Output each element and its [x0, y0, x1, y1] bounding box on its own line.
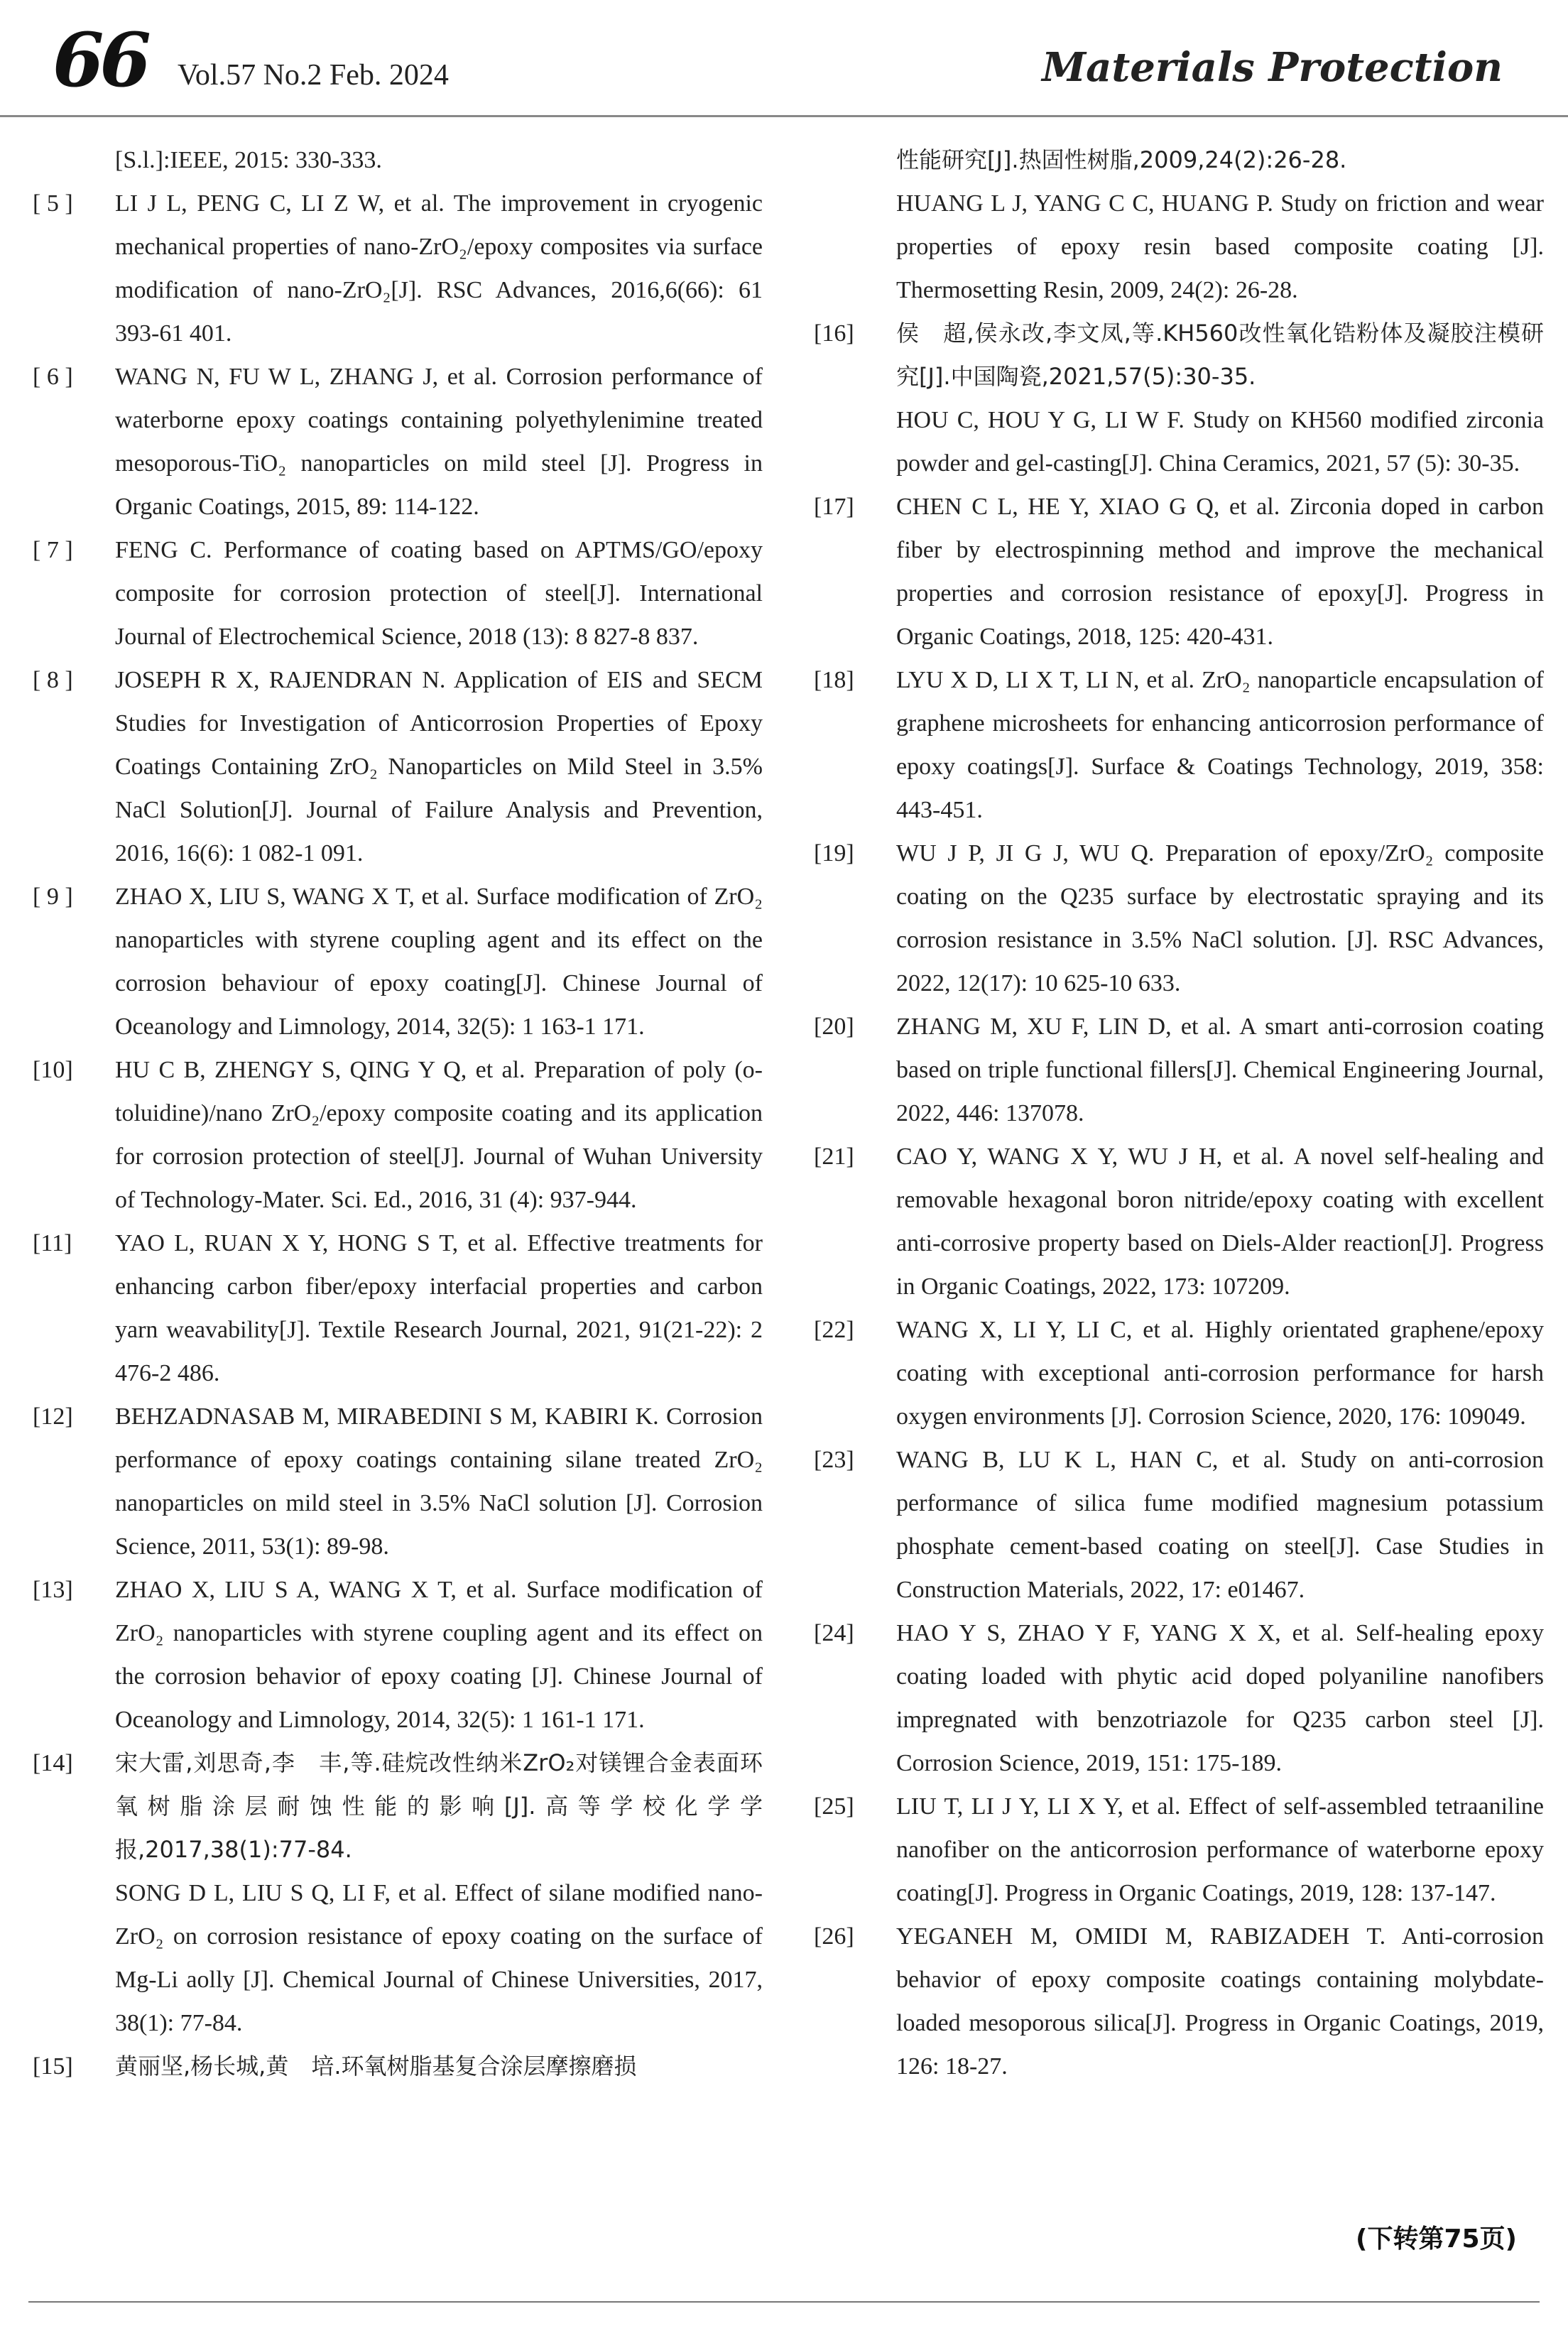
reference-text: LYU X D, LI X T, LI N, et al. ZrO₂ nanoparticle encapsulation of graphene microsheets for enhancing anticorrosion performance of epoxy coatings[J]. Surface & Coatings Technology, 2019, 358: 443-451. — [896, 667, 1544, 823]
reference-text: ZHAO X, LIU S, WANG X T, et al. Surface modification of ZrO₂ nanoparticles with styrene coupling agent and its effect on the corrosion behaviour of epoxy coating[J]. Chinese Journal of Oceanology and Limnology, 2014, 32(5): 1 163-1 171. — [115, 884, 763, 1040]
reference-entry — [33, 1395, 763, 1568]
reference-text: CHEN C L, HE Y, XIAO G Q, et al. Zirconia doped in carbon fiber by electrospinning method and improve the mechanical properties and corrosion resistance of epoxy[J]. Progress in Organic Coatings, 2018, 125: 420-431. — [896, 494, 1544, 650]
reference-number: [20] — [814, 1014, 854, 1040]
reference-text: FENG C. Performance of coating based on APTMS/GO/epoxy composite for corrosion protection of steel[J]. International Journal of Electrochemical Science, 2018 (13): 8 827-8 837. — [115, 537, 763, 650]
reference-text-chinese: 侯 超,侯永改,李文凤,等.KH560改性氧化锆粉体及凝胶注模研究[J].中国陶瓷,2021,57(5):30-35. — [896, 320, 1544, 390]
reference-number: [26] — [814, 1923, 854, 1950]
reference-number: [22] — [814, 1317, 854, 1343]
reference-entry — [33, 138, 763, 182]
reference-text: ZHAO X, LIU S A, WANG X T, et al. Surface modification of ZrO₂ nanoparticles with styrene coupling agent and its effect on the corrosion behavior of epoxy coating [J]. Chinese Journal of Oceanology and Limnology, 2014, 32(5): 1 161-1 171. — [115, 1577, 763, 1733]
reference-number: [11] — [33, 1230, 72, 1256]
reference-entry — [814, 1308, 1544, 1438]
reference-number: [ 5 ] — [33, 190, 73, 217]
reference-entry — [33, 182, 763, 355]
reference-text: CAO Y, WANG X Y, WU J H, et al. A novel self-healing and removable hexagonal boron nitride/epoxy coating with excellent anti-corrosive property based on Diels-Alder reaction[J]. Progress in Organic Coatings, 2022, 173: 107209. — [896, 1143, 1544, 1300]
reference-number: [10] — [33, 1057, 73, 1083]
page-number: 66 — [53, 16, 147, 104]
reference-text: JOSEPH R X, RAJENDRAN N. Application of EIS and SECM Studies for Investigation of Anticorrosion Properties of Epoxy Coatings Containing ZrO₂ Nanoparticles on Mild Steel in 3.5% NaCl Solution[J]. Journal of Failure Analysis and Prevention, 2016, 16(6): 1 082-1 091. — [115, 667, 763, 866]
reference-entry — [814, 1438, 1544, 1612]
reference-entry — [814, 1005, 1544, 1135]
reference-text: HUANG L J, YANG C C, HUANG P. Study on friction and wear properties of epoxy resin based composite coating [J]. Thermosetting Resin, 2009, 24(2): 26-28. — [896, 190, 1544, 303]
references-right-column — [814, 138, 1544, 2088]
reference-number: [14] — [33, 1750, 73, 1776]
reference-number: [23] — [814, 1447, 854, 1473]
reference-entry — [33, 658, 763, 875]
reference-text: HAO Y S, ZHAO Y F, YANG X X, et al. Self-healing epoxy coating loaded with phytic acid doped polyaniline nanofibers impregnated with benzotriazole for Q235 carbon steel [J]. Corrosion Science, 2019, 151: 175-189. — [896, 1620, 1544, 1776]
reference-entry — [33, 875, 763, 1048]
reference-number: [ 8 ] — [33, 667, 73, 693]
reference-entry — [33, 2045, 763, 2088]
reference-text: WANG N, FU W L, ZHANG J, et al. Corrosion performance of waterborne epoxy coatings containing polyethylenimine treated mesoporous-TiO₂ nanoparticles on mild steel [J]. Progress in Organic Coatings, 2015, 89: 114-122. — [115, 364, 763, 520]
reference-number: [24] — [814, 1620, 854, 1646]
reference-entry — [814, 1612, 1544, 1785]
page-header — [0, 0, 1568, 121]
reference-entry — [814, 832, 1544, 1005]
reference-entry — [33, 1568, 763, 1742]
reference-text: WANG B, LU K L, HAN C, et al. Study on anti-corrosion performance of silica fume modified magnesium potassium phosphate cement-based coating on steel[J]. Case Studies in Construction Materials, 2022, 17: e01467. — [896, 1447, 1544, 1603]
reference-entry — [814, 1135, 1544, 1308]
reference-text-chinese: 性能研究[J].热固性树脂,2009,24(2):26-28. — [896, 146, 1347, 173]
references-left-column — [33, 138, 763, 2088]
reference-text: ZHANG M, XU F, LIN D, et al. A smart anti-corrosion coating based on triple functional fillers[J]. Chemical Engineering Journal, 2022, 446: 137078. — [896, 1014, 1544, 1126]
reference-number: [ 6 ] — [33, 364, 73, 390]
reference-text: HU C B, ZHENGY S, QING Y Q, et al. Preparation of poly (o-toluidine)/nano ZrO₂/epoxy composite coating and its application for corrosion protection of steel[J]. Journal of Wuhan University of Technology-Mater. Sci. Ed., 2016, 31 (4): 937-944. — [115, 1057, 763, 1213]
reference-number: [12] — [33, 1403, 73, 1430]
reference-number: [ 7 ] — [33, 537, 73, 563]
reference-text: WU J P, JI G J, WU Q. Preparation of epoxy/ZrO₂ composite coating on the Q235 surface by electrostatic spraying and its corrosion resistance in 3.5% NaCl solution. [J]. RSC Advances, 2022, 12(17): 10 625-10 633. — [896, 840, 1544, 996]
reference-text: LIU T, LI J Y, LI X Y, et al. Effect of self-assembled tetraaniline nanofiber on the anticorrosion performance of waterborne epoxy coating[J]. Progress in Organic Coatings, 2019, 128: 137-147. — [896, 1793, 1544, 1906]
reference-entry — [814, 658, 1544, 832]
reference-number: [17] — [814, 494, 854, 520]
continued-note: (下转第75页) — [1355, 2224, 1517, 2254]
reference-text: WANG X, LI Y, LI C, et al. Highly orientated graphene/epoxy coating with exceptional anti-corrosion performance for harsh oxygen environments [J]. Corrosion Science, 2020, 176: 109049. — [896, 1317, 1544, 1430]
reference-text: YAO L, RUAN X Y, HONG S T, et al. Effective treatments for enhancing carbon fiber/epoxy interfacial properties and carbon yarn weavability[J]. Textile Research Journal, 2021, 91(21-22): 2 476-2 486. — [115, 1230, 763, 1386]
journal-title: Materials Protection — [1042, 44, 1503, 91]
footer-divider — [28, 2301, 1540, 2303]
reference-entry — [814, 485, 1544, 658]
reference-number: [ 9 ] — [33, 884, 73, 910]
reference-entry — [33, 1048, 763, 1222]
reference-entry — [33, 528, 763, 658]
reference-text: [S.l.]:IEEE, 2015: 330-333. — [115, 147, 382, 173]
reference-text-chinese: 黄丽坚,杨长城,黄 培.环氧树脂基复合涂层摩擦磨损 — [115, 2053, 637, 2080]
reference-entry — [814, 1785, 1544, 1915]
reference-entry — [814, 138, 1544, 312]
reference-number: [16] — [814, 320, 854, 347]
reference-number: [18] — [814, 667, 854, 693]
reference-number: [13] — [33, 1577, 73, 1603]
reference-text: SONG D L, LIU S Q, LI F, et al. Effect of silane modified nano-ZrO₂ on corrosion resistance of epoxy coating on the surface of Mg-Li aolly [J]. Chemical Journal of Chinese Universities, 2017, 38(1): 77-84. — [115, 1880, 763, 2036]
reference-entry — [33, 355, 763, 528]
reference-number: [25] — [814, 1793, 854, 1820]
reference-entry — [33, 1742, 763, 2045]
reference-text: YEGANEH M, OMIDI M, RABIZADEH T. Anti-corrosion behavior of epoxy composite coatings containing molybdate-loaded mesoporous silica[J]. Progress in Organic Coatings, 2019, 126: 18-27. — [896, 1923, 1544, 2080]
header-divider — [0, 115, 1568, 117]
reference-text: HOU C, HOU Y G, LI W F. Study on KH560 modified zirconia powder and gel-casting[J]. China Ceramics, 2021, 57 (5): 30-35. — [896, 407, 1544, 477]
reference-entry — [33, 1222, 763, 1395]
reference-entry — [814, 312, 1544, 485]
reference-text-chinese: 宋大雷,刘思奇,李 丰,等.硅烷改性纳米ZrO₂对镁锂合金表面环氧树脂涂层耐蚀性能的影响[J].高等学校化学学报,2017,38(1):77-84. — [115, 1749, 763, 1863]
reference-number: [15] — [33, 2053, 73, 2080]
reference-number: [19] — [814, 840, 854, 866]
reference-entry — [814, 1915, 1544, 2088]
reference-text: LI J L, PENG C, LI Z W, et al. The improvement in cryogenic mechanical properties of nano-ZrO₂/epoxy composites via surface modification of nano-ZrO₂[J]. RSC Advances, 2016,6(66): 61 393-61 401. — [115, 190, 763, 347]
reference-number: [21] — [814, 1143, 854, 1170]
reference-text: BEHZADNASAB M, MIRABEDINI S M, KABIRI K. Corrosion performance of epoxy coatings containing silane treated ZrO₂ nanoparticles on mild steel in 3.5% NaCl solution [J]. Corrosion Science, 2011, 53(1): 89-98. — [115, 1403, 763, 1560]
issue-info: Vol.57 No.2 Feb. 2024 — [178, 59, 449, 92]
